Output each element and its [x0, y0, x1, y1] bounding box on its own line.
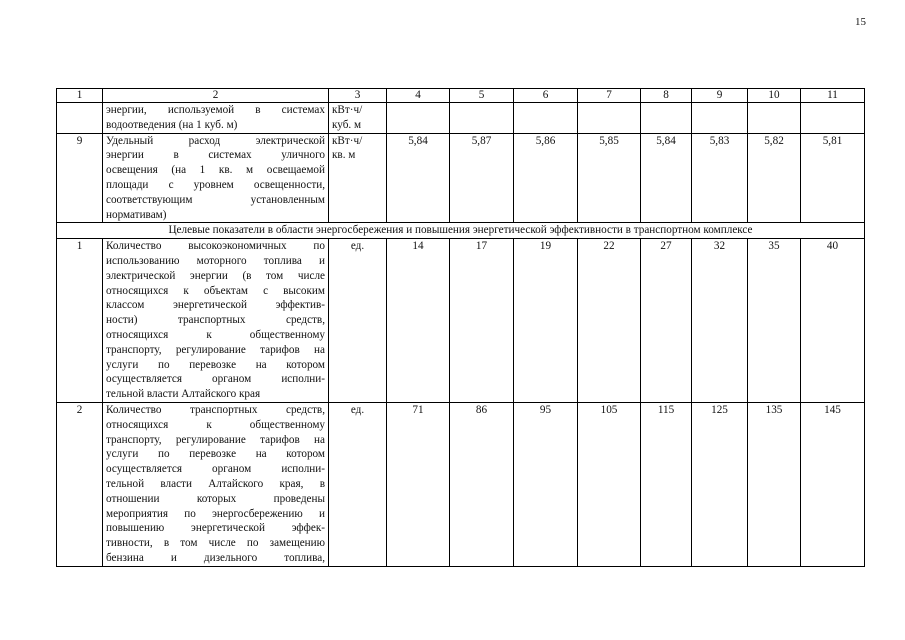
- table-row: [57, 402, 865, 566]
- unit-line: кВт·ч/: [332, 104, 363, 116]
- header-cell: 11: [801, 89, 865, 103]
- unit-line: кВт·ч/: [332, 134, 363, 147]
- value-cell: 145: [801, 402, 865, 566]
- section-title: Целевые показатели в области энергосбережения и повышения энергетической эффективности в транспортном комплексе: [57, 223, 865, 239]
- value-cell: 5,84: [387, 133, 450, 223]
- value-cell: 5,85: [578, 133, 641, 223]
- section-row: [57, 223, 865, 239]
- text-line: нормативам): [106, 208, 167, 221]
- text-line: услуги по перевозке на котором: [106, 448, 325, 461]
- text-line: тельной власти Алтайского края, в: [106, 477, 325, 490]
- value-cell: 95: [514, 402, 578, 566]
- text-line: тивности, в том числе по замещению: [106, 537, 325, 550]
- header-cell: 3: [329, 89, 387, 103]
- text-line: относящихся к объектам с высоким: [106, 284, 325, 297]
- text-line: осуществляется органом исполни-: [106, 373, 325, 386]
- value-cell: 5,81: [801, 133, 865, 223]
- table-row: [57, 239, 865, 403]
- text-line: Количество высокоэкономичных по: [106, 240, 325, 253]
- indicator-name: [103, 103, 329, 134]
- header-row: [57, 89, 865, 103]
- header-cell: 1: [57, 89, 103, 103]
- header-cell: 7: [578, 89, 641, 103]
- value-cell: 40: [801, 239, 865, 403]
- value-cell: [514, 103, 578, 134]
- value-cell: [748, 103, 801, 134]
- value-cell: 35: [748, 239, 801, 403]
- value-cell: 32: [692, 239, 748, 403]
- page-number: 15: [855, 16, 866, 28]
- text-line: водоотведения (на 1 куб. м): [106, 118, 238, 131]
- header-cell: 8: [641, 89, 692, 103]
- value-cell: 5,87: [450, 133, 514, 223]
- header-cell: 2: [103, 89, 329, 103]
- text-line: классом энергетической эффектив-: [106, 299, 325, 312]
- value-cell: [450, 103, 514, 134]
- value-cell: 5,84: [641, 133, 692, 223]
- value-cell: 27: [641, 239, 692, 403]
- value-cell: [387, 103, 450, 134]
- text-line: площади с уровнем освещенности,: [106, 178, 325, 191]
- value-cell: 125: [692, 402, 748, 566]
- indicator-name: [103, 133, 329, 223]
- header-cell: 4: [387, 89, 450, 103]
- value-cell: 5,83: [692, 133, 748, 223]
- unit: [329, 133, 387, 223]
- text-line: освещения (на 1 кв. м освещаемой: [106, 164, 325, 177]
- header-cell: 6: [514, 89, 578, 103]
- row-number: 9: [57, 133, 103, 223]
- text-line: осуществляется органом исполни-: [106, 463, 325, 476]
- value-cell: 19: [514, 239, 578, 403]
- value-cell: [641, 103, 692, 134]
- header-cell: 5: [450, 89, 514, 103]
- value-cell: [692, 103, 748, 134]
- value-cell: 115: [641, 402, 692, 566]
- text-line: электрической энергии (в том числе: [106, 269, 325, 282]
- text-line: мероприятия по энергосбережению и: [106, 507, 325, 520]
- unit: ед.: [329, 239, 387, 403]
- table-row: [57, 103, 865, 134]
- text-line: бензина и дизельного топлива,: [106, 551, 325, 564]
- value-cell: [578, 103, 641, 134]
- table-row: [57, 133, 865, 223]
- row-number: 1: [57, 239, 103, 403]
- value-cell: 5,86: [514, 133, 578, 223]
- text-line: использованию моторного топлива и: [106, 254, 325, 267]
- value-cell: 105: [578, 402, 641, 566]
- text-line: энергии, используемой в системах: [106, 104, 325, 116]
- row-number: [57, 103, 103, 134]
- value-cell: 135: [748, 402, 801, 566]
- value-cell: 86: [450, 402, 514, 566]
- text-line: Удельный расход электрической: [106, 134, 325, 147]
- text-line: соответствующим установленным: [106, 193, 325, 206]
- header-cell: 9: [692, 89, 748, 103]
- text-line: Количество транспортных средств,: [106, 403, 325, 416]
- text-line: отношении которых проведены: [106, 492, 325, 505]
- indicator-name: [103, 402, 329, 566]
- value-cell: 71: [387, 402, 450, 566]
- text-line: относящихся к общественному: [106, 418, 325, 431]
- unit-line: кв. м: [332, 149, 356, 162]
- value-cell: [801, 103, 865, 134]
- text-line: транспорту, регулирование тарифов на: [106, 343, 325, 356]
- value-cell: 5,82: [748, 133, 801, 223]
- text-line: транспорту, регулирование тарифов на: [106, 433, 325, 446]
- value-cell: 14: [387, 239, 450, 403]
- unit-line: куб. м: [332, 118, 362, 131]
- text-line: услуги по перевозке на котором: [106, 358, 325, 371]
- text-line: относящихся к общественному: [106, 328, 325, 341]
- indicator-name: [103, 239, 329, 403]
- text-line: повышению энергетической эффек-: [106, 522, 325, 535]
- unit: ед.: [329, 402, 387, 566]
- unit: [329, 103, 387, 134]
- text-line: ности) транспортных средств,: [106, 314, 325, 327]
- header-cell: 10: [748, 89, 801, 103]
- row-number: 2: [57, 402, 103, 566]
- value-cell: 22: [578, 239, 641, 403]
- text-line: тельной власти Алтайского края: [106, 388, 261, 401]
- text-line: энергии в системах уличного: [106, 149, 325, 162]
- value-cell: 17: [450, 239, 514, 403]
- indicators-table: [56, 88, 865, 567]
